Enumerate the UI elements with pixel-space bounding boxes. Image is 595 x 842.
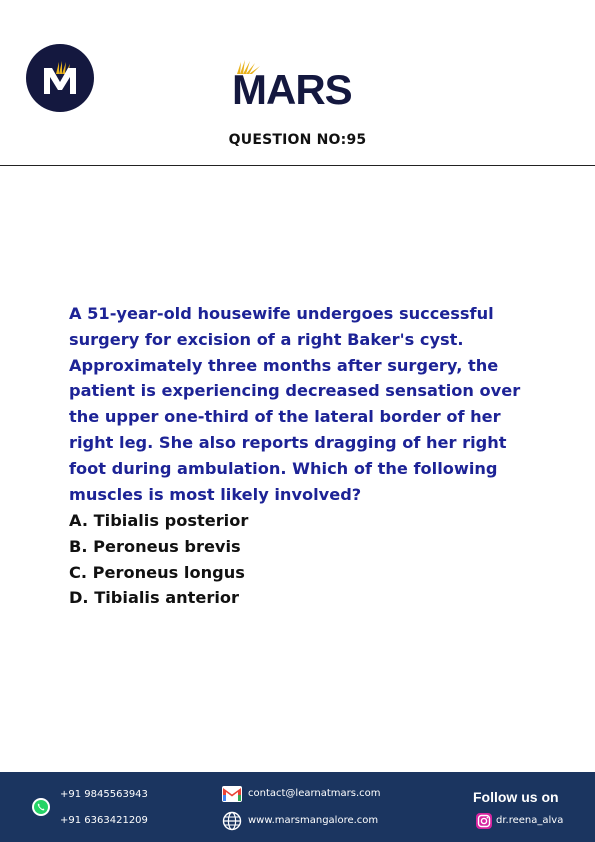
- answer-options: [69, 508, 248, 611]
- gmail-icon: [222, 786, 242, 806]
- mars-wordmark: [228, 58, 368, 108]
- option-d: D. Tibialis anterior: [69, 588, 240, 608]
- follow-label: Follow us on: [473, 789, 559, 805]
- globe-icon: [222, 811, 242, 835]
- option-a: A. Tibialis posterior: [69, 511, 249, 530]
- option-b: B. Peroneus brevis: [69, 536, 241, 556]
- phone-1[interactable]: +91 9845563943: [60, 789, 148, 800]
- header-divider: [0, 165, 595, 166]
- question-text: A 51-year-old housewife undergoes successful surgery for excision of a right Baker's cyst. Approximately three months after surgery, the patient is experiencing decreased sensation over the upper one-third of the lateral border of her right leg. She also reports dragging of her right foot during ambulation. Which of the following muscles is most likely involved?: [69, 304, 521, 504]
- question-number: QUESTION NO:95: [228, 132, 367, 148]
- instagram-handle[interactable]: dr.reena_alva: [496, 815, 564, 826]
- mars-logo-icon: [26, 44, 94, 112]
- phone-2[interactable]: +91 6363421209: [60, 815, 148, 826]
- whatsapp-icon: [31, 797, 51, 821]
- website-link[interactable]: www.marsmangalore.com: [248, 815, 379, 826]
- footer: [0, 772, 595, 842]
- instagram-icon[interactable]: [476, 813, 492, 833]
- option-c: C. Peroneus longus: [69, 562, 245, 582]
- brand-name: MARS: [232, 66, 352, 108]
- email-link[interactable]: contact@learnatmars.com: [248, 788, 381, 799]
